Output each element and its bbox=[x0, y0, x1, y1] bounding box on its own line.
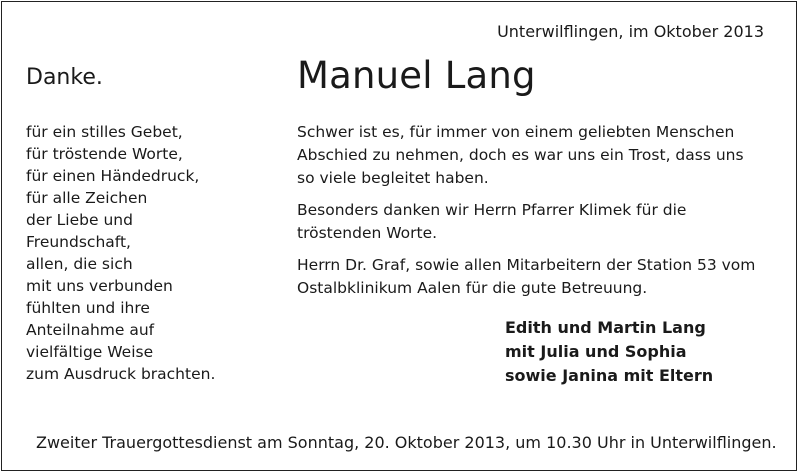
signature-line: Edith und Martin Lang bbox=[505, 318, 706, 337]
text-line: Herrn Dr. Graf, sowie allen Mitarbeitern der Station 53 vom bbox=[297, 256, 756, 274]
paragraph-pastor bbox=[297, 199, 777, 245]
thanks-line: vielfältige Weise bbox=[26, 343, 154, 361]
text-line: Ostalbklinikum Aalen für die gute Betreuung. bbox=[297, 279, 648, 297]
dateline: Unterwilflingen, im Oktober 2013 bbox=[497, 22, 764, 41]
paragraph-loss bbox=[297, 121, 777, 190]
notice-frame bbox=[1, 1, 797, 471]
thanks-line: Freundschaft, bbox=[26, 233, 131, 251]
thanks-line: für ein stilles Gebet, bbox=[26, 123, 183, 141]
family-signatures bbox=[505, 316, 713, 388]
text-line: Abschied zu nehmen, doch es war uns ein Trost, dass uns bbox=[297, 146, 744, 164]
text-line: Besonders danken wir Herrn Pfarrer Klimek für die bbox=[297, 201, 687, 219]
thanks-line: mit uns verbunden bbox=[26, 277, 173, 295]
thanks-line: fühlten und ihre bbox=[26, 299, 150, 317]
signature-line: sowie Janina mit Eltern bbox=[505, 366, 714, 385]
thanks-line: für alle Zeichen bbox=[26, 189, 148, 207]
text-line: Schwer ist es, für immer von einem geliebten Menschen bbox=[297, 123, 735, 141]
main-text bbox=[297, 121, 777, 309]
text-line: tröstenden Worte. bbox=[297, 224, 438, 242]
thanks-line: zum Ausdruck brachten. bbox=[26, 365, 216, 383]
service-announcement: Zweiter Trauergottesdienst am Sonntag, 20. Oktober 2013, um 10.30 Uhr in Unterwilflingen. bbox=[36, 433, 777, 452]
text-line: so viele begleitet haben. bbox=[297, 169, 489, 187]
deceased-name: Manuel Lang bbox=[297, 54, 536, 97]
thanks-line: für einen Händedruck, bbox=[26, 167, 200, 185]
paragraph-clinic bbox=[297, 254, 777, 300]
thanks-heading: Danke. bbox=[26, 65, 103, 90]
thanks-line: allen, die sich bbox=[26, 255, 133, 273]
thanks-line: Anteilnahme auf bbox=[26, 321, 155, 339]
thanks-list bbox=[26, 121, 215, 385]
thanks-line: der Liebe und bbox=[26, 211, 133, 229]
thanks-line: für tröstende Worte, bbox=[26, 145, 183, 163]
signature-line: mit Julia und Sophia bbox=[505, 342, 687, 361]
